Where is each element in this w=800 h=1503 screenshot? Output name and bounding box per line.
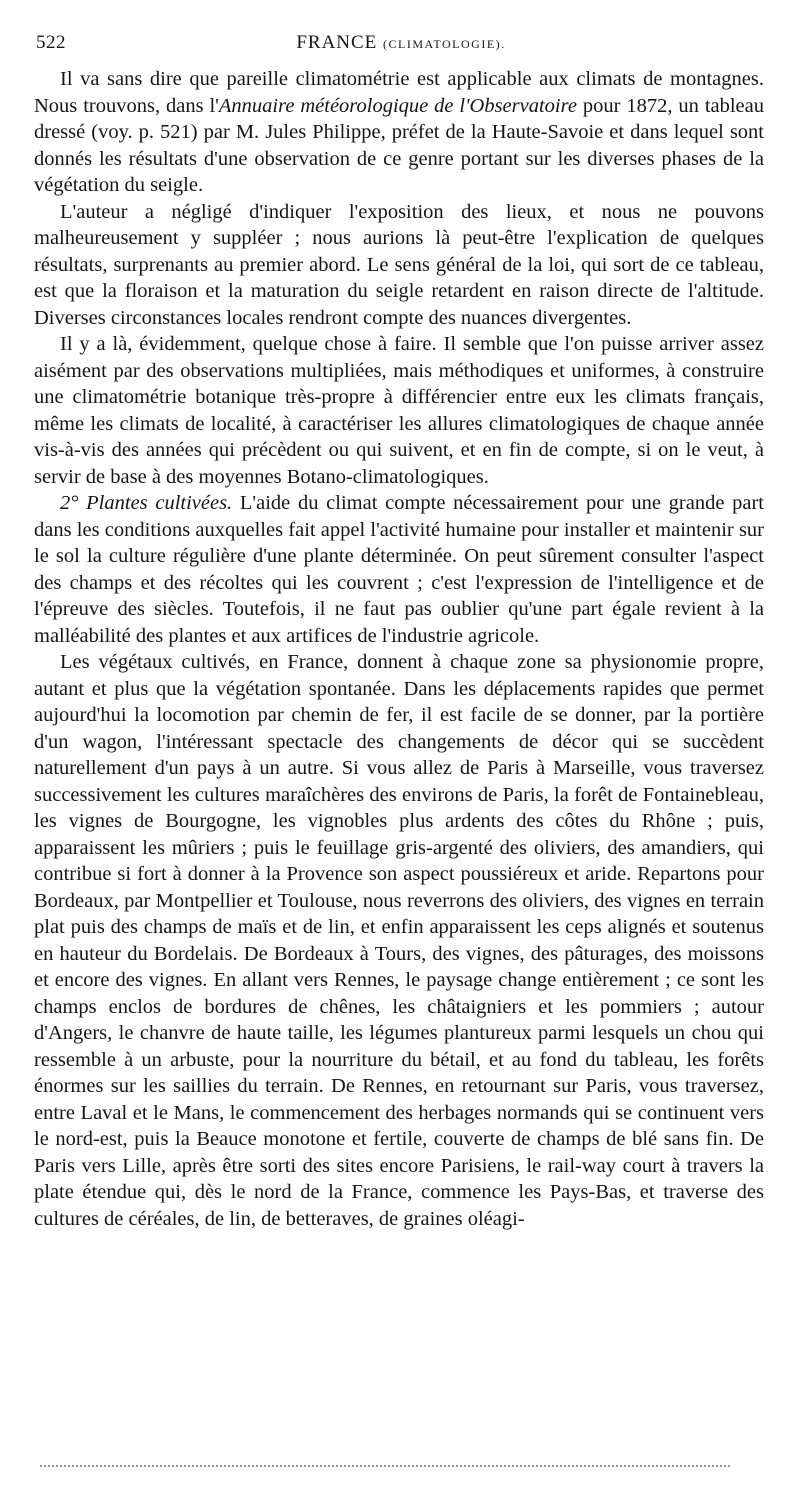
- italic-text-segment: Annuaire météorologique de l'Observatoire: [218, 94, 577, 117]
- paragraph: [34, 649, 764, 1232]
- italic-text-segment: 2° Plantes cultivées.: [60, 492, 233, 514]
- running-title: [36, 32, 766, 54]
- text-segment: Les végétaux cultivés, en France, donnent à chaque zone sa physionomie propre, autant et plus que la végétation spontanée. Dans les déplacements rapides que permet aujourd'hui la locomotion par chemin de fer, il est facile de se donner, par la portière d'un wagon, l'intéressant spectacle des changements de décor qui se succèdent naturellement d'un pays à un autre. Si vous allez de Paris à Marseille, vous traversez successivement les cultures maraîchères des environs de Paris, la forêt de Fontainebleau, les vignes de Bourgogne, les vignobles plus ardents des côtes du Rhône ; puis, apparaissent les mûriers ; puis le feuillage gris-argenté des oliviers, des amandiers, qui contribue si fort à donner à la Provence son aspect poussiéreux et aride. Repartons pour Bordeaux, par Montpellier et Toulouse, nous reverrons des oliviers, des vignes en terrain plat puis des champs de maïs et de lin, et enfin apparaissent les ceps alignés et soutenus en hauteur du Bordelais. De Bordeaux à Tours, des vignes, des pâturages, des moissons et encore des vignes. En allant vers Rennes, le paysage change entièrement ; ce sont les champs enclos de bordures de chênes, les châtaigniers et les pommiers ; autour d'Angers, le chanvre de haute taille, les légumes plantureux parmi lesquels un chou qui ressemble à un arbuste, pour la nourriture du bétail, et au fond du tableau, les forêts énormes sur les saillies du terrain. De Rennes, en retournant sur Paris, vous traversez, entre Laval et le Mans, le commencement des herbages normands qui se continuent vers le nord-est, puis la Beauce monotone et fertile, couverte de champs de blé sans fin. De Paris vers Lille, après être sorti des sites encore Parisiens, le rail-way court à travers la plate étendue qui, dès le nord de la France, commence les Pays-Bas, et traverse des cultures de céréales, de lin, de betteraves, de graines oléagi-: [34, 651, 764, 1230]
- text-segment: L'auteur a négligé d'indiquer l'exposition des lieux, et nous ne pouvons malheureusement y suppléer ; nous aurions là peut-être l'explication de quelques résultats, surprenants au premier abord. Le sens général de la loi, qui sort de ce tableau, est que la floraison et la maturation du seigle retardent en raison directe de l'altitude. Diverses circonstances locales rendront compte des nuances divergentes.: [34, 200, 764, 329]
- paragraph: [34, 199, 764, 332]
- paragraph: [34, 66, 764, 199]
- paragraph: [34, 490, 764, 649]
- running-header: [36, 32, 766, 62]
- running-title-subtitle: (CLIMATOLOGIE).: [383, 37, 506, 51]
- paragraph: [34, 331, 764, 490]
- text-segment: Il y a là, évidemment, quelque chose à faire. Il semble que l'on puisse arriver assez aisément par des observations multipliées, mais méthodiques et uniformes, à construire une climatométrie botanique très-propre à différencier entre eux les climats français, même les climats de localité, à caractériser les allures climatologiques de chaque année vis-à-vis des années qui précèdent ou qui suivent, et en fin de compte, si on le veut, à servir de base à des moyennes Botano-climatologiques.: [34, 333, 764, 488]
- body-text: [34, 66, 764, 1232]
- text-segment: pour 1872, un tableau dressé (voy. p. 521) par M. Jules Philippe, préfet de la Haute-Savoie et dans lequel sont donnés les résultats d'une observation de ce genre portant sur les diverses phases de la végétation du seigle.: [34, 94, 765, 196]
- page-number: 522: [36, 32, 66, 53]
- running-title-main: FRANCE: [296, 32, 378, 53]
- footer-rule: [40, 1465, 730, 1467]
- text-segment: Il va sans dire que pareille climatométrie est applicable aux climats de montagnes. Nous trouvons, dans l': [34, 68, 764, 117]
- text-segment: L'aide du climat compte nécessairement pour une grande part dans les conditions auxquelles fait appel l'activité humaine pour installer et maintenir sur le sol la culture régulière d'une plante déterminée. On peut sûrement consulter l'aspect des champs et des récoltes qui les couvrent ; c'est l'expression de l'intelligence et de l'épreuve des siècles. Toutefois, il ne faut pas oublier qu'une part égale revient à la malléabilité des plantes et aux artifices de l'industrie agricole.: [34, 492, 764, 647]
